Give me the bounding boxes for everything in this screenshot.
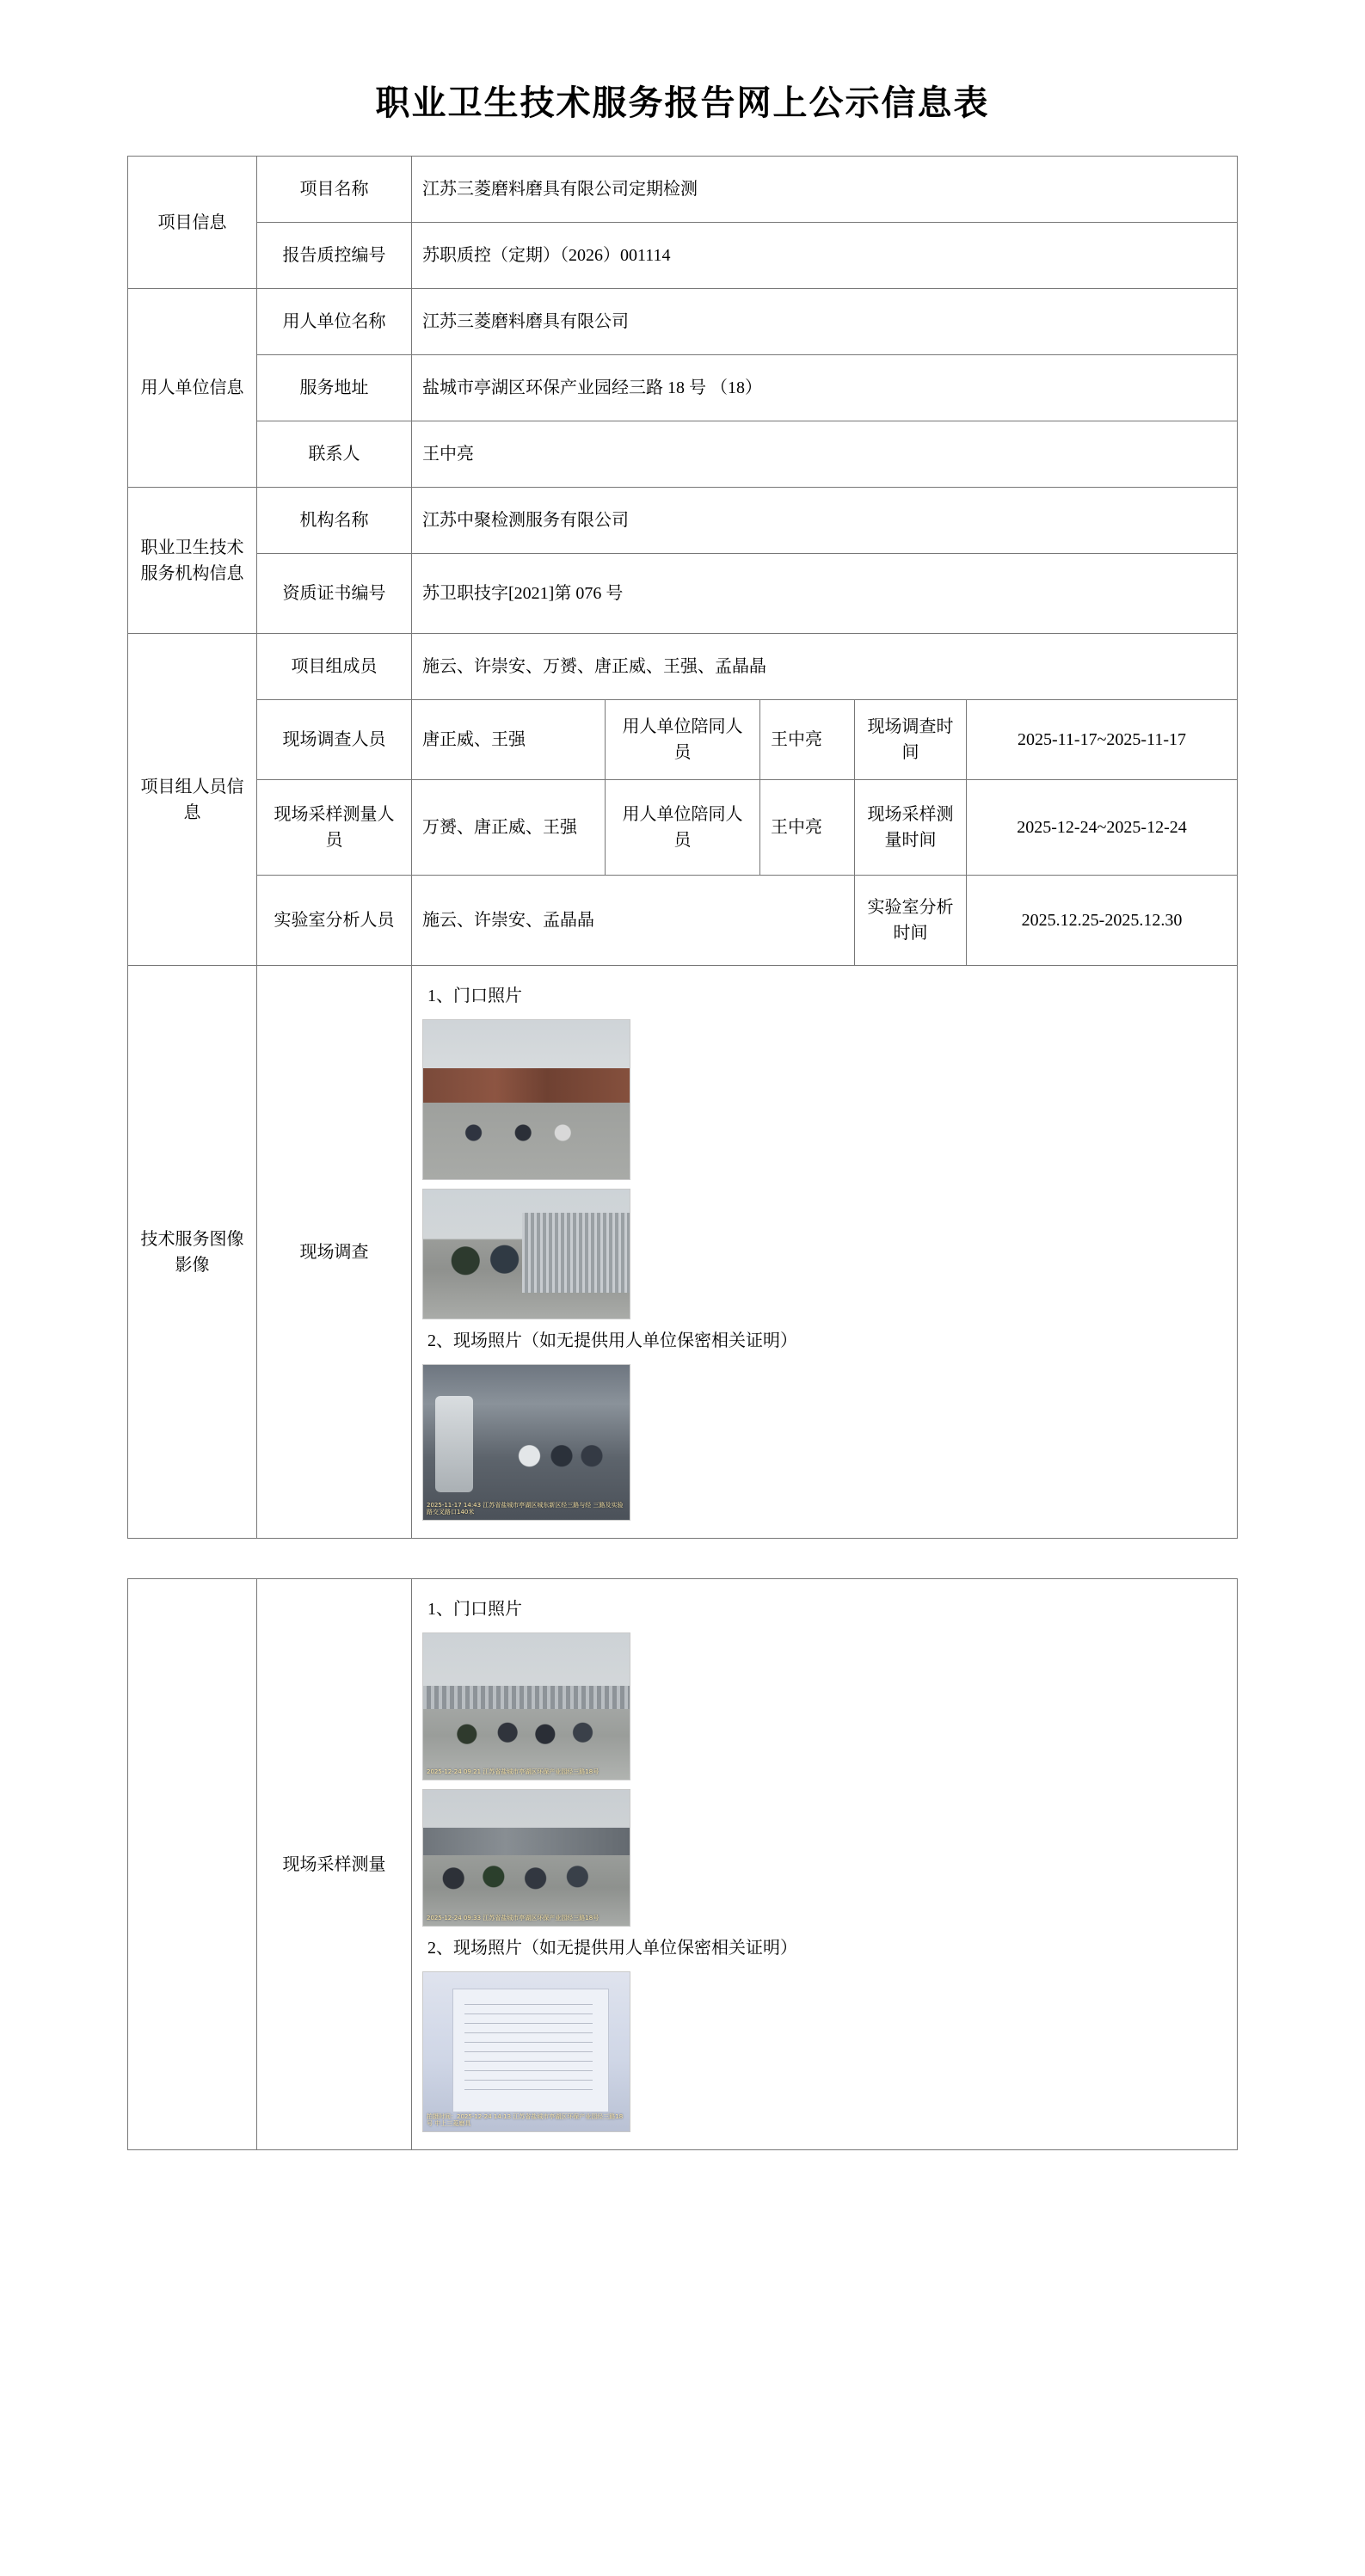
field-value-service-address: 盐城市亭湖区环保产业园经三路 18 号 （18） [412, 355, 1238, 421]
field-label-certificate-number: 资质证书编号 [257, 554, 412, 634]
photo-site-1 [422, 1364, 630, 1521]
field-label-sampling-time: 现场采样测量时间 [855, 780, 967, 876]
field-value-employer-name: 江苏三菱磨料磨具有限公司 [412, 289, 1238, 355]
table-row [128, 223, 1238, 289]
table-row [128, 554, 1238, 634]
field-value-lab-staff: 施云、许崇安、孟晶晶 [412, 876, 855, 966]
document-page [0, 76, 1365, 2185]
photo-stamp: 拍摄时间：2025-12-24 14:13 江苏省盐城市亭湖区环保产业园经三路18号 中上三菱磨具 [427, 2112, 624, 2128]
field-value-report-qc-number: 苏职质控（定期）（2026）001114 [412, 223, 1238, 289]
photo-stamp: 2025-12-24 09:33 江苏省盐城市亭湖区环保产业园经三路18号 [427, 1915, 599, 1922]
section-label-images: 技术服务图像影像 [128, 966, 257, 1539]
image-caption-site: 2、现场照片（如无提供用人单位保密相关证明） [427, 1331, 797, 1350]
table-row [128, 355, 1238, 421]
photo-site-1 [422, 1971, 630, 2132]
page-title: 职业卫生技术服务报告网上公示信息表 [375, 84, 990, 122]
table-row [128, 876, 1238, 966]
field-label-lab-time: 实验室分析时间 [855, 876, 967, 966]
field-value-org-name: 江苏中聚检测服务有限公司 [412, 488, 1238, 554]
image-caption-site: 2、现场照片（如无提供用人单位保密相关证明） [427, 1939, 797, 1958]
field-label-sampling-accompany: 用人单位陪同人员 [606, 780, 760, 876]
table-row [128, 634, 1238, 700]
photo-gate-2 [422, 1789, 630, 1927]
section-label-project-info: 项目信息 [128, 157, 257, 289]
table-row [128, 488, 1238, 554]
photo-gate-1 [422, 1019, 630, 1180]
field-value-sampling-accompany: 王中亮 [760, 780, 855, 876]
field-value-sampling-staff: 万赟、唐正威、王强 [412, 780, 606, 876]
field-label-survey-time: 现场调查时间 [855, 700, 967, 780]
field-label-team-members: 项目组成员 [257, 634, 412, 700]
table-row [128, 700, 1238, 780]
image-group-sampling [412, 1579, 1238, 2150]
field-value-contact-person: 王中亮 [412, 421, 1238, 488]
field-value-survey-staff: 唐正威、王强 [412, 700, 606, 780]
field-value-survey-accompany: 王中亮 [760, 700, 855, 780]
photo-gate-1 [422, 1632, 630, 1780]
field-label-service-address: 服务地址 [257, 355, 412, 421]
page-break-gap [0, 1539, 1365, 1578]
section-label-images-continued [128, 1579, 257, 2150]
section-label-service-org-info: 职业卫生技术服务机构信息 [128, 488, 257, 634]
field-value-survey-time: 2025-11-17~2025-11-17 [967, 700, 1238, 780]
field-value-lab-time: 2025.12.25-2025.12.30 [967, 876, 1238, 966]
field-label-survey-accompany: 用人单位陪同人员 [606, 700, 760, 780]
public-disclosure-table-page2 [127, 1578, 1238, 2150]
field-label-survey-staff: 现场调查人员 [257, 700, 412, 780]
field-value-project-name: 江苏三菱磨料磨具有限公司定期检测 [412, 157, 1238, 223]
table-row [128, 966, 1238, 1539]
field-label-lab-staff: 实验室分析人员 [257, 876, 412, 966]
image-group-survey [412, 966, 1238, 1539]
photo-stamp: 2025-12-24 09:21 江苏省盐城市亭湖区环保产业园经三路18号 [427, 1768, 599, 1776]
image-group-label-survey: 现场调查 [257, 966, 412, 1539]
table-row [128, 289, 1238, 355]
image-group-label-sampling: 现场采样测量 [257, 1579, 412, 2150]
public-disclosure-table [127, 156, 1238, 1539]
table-row [128, 421, 1238, 488]
field-label-report-qc-number: 报告质控编号 [257, 223, 412, 289]
field-label-sampling-staff: 现场采样测量人员 [257, 780, 412, 876]
photo-stamp: 2025-11-17 14:43 江苏省盐城市亭湖区城东新区经三路与经 三路及实验路交叉路口140米 [427, 1501, 624, 1516]
section-label-team-info: 项目组人员信息 [128, 634, 257, 966]
image-caption-gate: 1、门口照片 [427, 987, 522, 1005]
field-value-sampling-time: 2025-12-24~2025-12-24 [967, 780, 1238, 876]
table-row [128, 1579, 1238, 2150]
field-label-contact-person: 联系人 [257, 421, 412, 488]
field-label-employer-name: 用人单位名称 [257, 289, 412, 355]
photo-gate-2 [422, 1189, 630, 1319]
section-label-employer-info: 用人单位信息 [128, 289, 257, 488]
image-caption-gate: 1、门口照片 [427, 1600, 522, 1619]
field-label-project-name: 项目名称 [257, 157, 412, 223]
table-row [128, 780, 1238, 876]
field-label-org-name: 机构名称 [257, 488, 412, 554]
field-value-certificate-number: 苏卫职技字[2021]第 076 号 [412, 554, 1238, 634]
field-value-team-members: 施云、许崇安、万赟、唐正威、王强、孟晶晶 [412, 634, 1238, 700]
table-row [128, 157, 1238, 223]
